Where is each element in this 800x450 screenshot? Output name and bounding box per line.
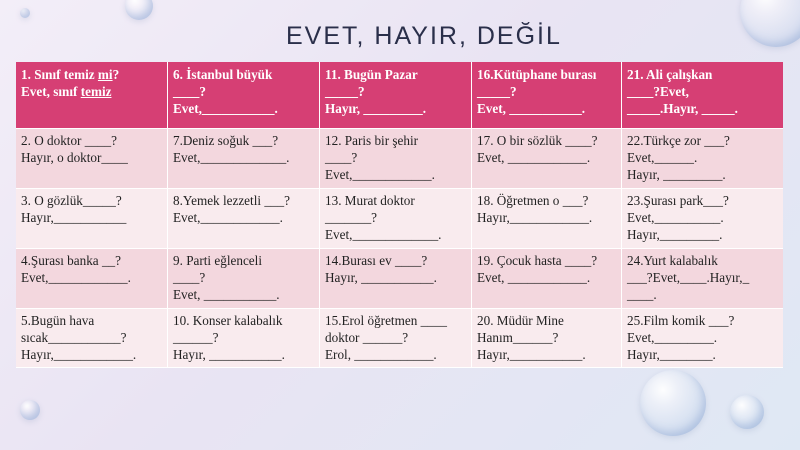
cell-line: ____? [173,83,206,99]
cell-line: 24.Yurt kalabalık [627,253,718,268]
header-cell [168,62,320,129]
exercise-cell [320,309,472,368]
cell-line: 14.Burası ev ____? [325,253,428,268]
header-cell [16,62,168,129]
cell-line: 11. Bugün Pazar [325,67,418,82]
cell-line: Evet,____________. [325,166,435,182]
cell-line: Hayır, _________. [325,100,426,116]
exercise-cell [16,309,168,368]
cell-line: 10. Konser kalabalık [173,313,283,328]
cell-line: 2. O doktor ____? [21,133,117,148]
cell-line: ____. [627,286,657,302]
cell-line: Hanım______? [477,329,559,345]
cell-line: 17. O bir sözlük ____? [477,133,598,148]
cell-line: 4.Şurası banka __? [21,253,121,268]
exercise-cell [16,129,168,189]
exercise-cell [622,129,783,189]
cell-line: 19. Çocuk hasta ____? [477,253,598,268]
water-drop-decoration [730,395,764,429]
cell-line: Hayır,____________. [477,209,593,225]
cell-line: 15.Erol öğretmen ____ [325,313,447,328]
cell-line: ____? [173,269,206,285]
exercise-cell [16,249,168,309]
cell-line: Hayır, _________. [627,166,726,182]
cell-line: Evet, sınıf temiz [21,83,112,99]
cell-line: 5.Bugün hava [21,313,95,328]
underlined-word: mi [97,67,113,82]
cell-line: Evet, ____________. [477,269,591,285]
cell-line: Hayır,_________. [627,226,723,242]
header-cell [472,62,622,129]
cell-line: Hayır,___________ [21,209,127,225]
cell-line: Evet, ____________. [477,149,591,165]
cell-line: Hayır, ___________. [325,269,437,285]
exercise-cell [320,189,472,249]
water-drop-decoration [640,370,706,436]
cell-line: Hayır, o doktor____ [21,149,128,165]
cell-line: Evet,______. [627,149,698,165]
water-drop-decoration [20,8,30,18]
cell-line: 20. Müdür Mine [477,313,564,328]
exercise-cell [472,129,622,189]
cell-line: Evet,_____________. [325,226,442,242]
header-cell [320,62,472,129]
cell-line: 16.Kütüphane burası [477,67,597,82]
exercise-cell [472,309,622,368]
exercise-cell [16,189,168,249]
cell-line: 9. Parti eğlenceli [173,253,262,268]
cell-line: 3. O gözlük_____? [21,193,122,208]
cell-line: 23.Şurası park___? [627,193,729,208]
cell-line: Evet, ___________. [477,100,586,116]
cell-line: Evet,__________. [627,209,724,225]
cell-line: Evet,_________. [627,329,718,345]
cell-line: ____?Evet, [627,83,689,99]
water-drop-decoration [20,400,40,420]
cell-line: Hayır,________. [627,346,716,362]
cell-line: ___?Evet,____.Hayır,_ [627,269,750,285]
cell-line: Hayır, ___________. [173,346,285,362]
cell-line: Evet,____________. [21,269,131,285]
cell-line: Evet,_____________. [173,149,290,165]
exercise-cell [320,129,472,189]
cell-line: 25.Film komik ___? [627,313,735,328]
cell-line: 6. İstanbul büyük [173,67,273,82]
cell-line: 1. Sınıf temiz mi? [21,67,120,82]
cell-line: doktor ______? [325,329,409,345]
exercise-cell [320,249,472,309]
cell-line: 21. Ali çalışkan [627,67,713,82]
cell-line: Evet,____________. [173,209,283,225]
underlined-word: temiz [80,83,112,99]
cell-line: sıcak___________? [21,329,127,345]
cell-line: _____.Hayır, _____. [627,100,738,116]
cell-line: _____? [477,83,517,99]
cell-line: Evet, ___________. [173,286,280,302]
exercise-cell [168,189,320,249]
cell-line: 22.Türkçe zor ___? [627,133,730,148]
cell-line: 7.Deniz soğuk ___? [173,133,279,148]
cell-line: Hayır,____________. [21,346,137,362]
exercise-cell [622,309,783,368]
cell-line: Evet,___________. [173,100,278,116]
cell-line: Hayır,___________. [477,346,586,362]
exercise-cell [168,309,320,368]
cell-line: 13. Murat doktor [325,193,415,208]
cell-line: 12. Paris bir şehir [325,133,419,148]
exercise-table [16,62,783,368]
exercise-cell [472,249,622,309]
exercise-cell [622,189,783,249]
exercise-cell [472,189,622,249]
cell-line: ______? [173,329,219,345]
water-drop-decoration [125,0,153,20]
exercise-cell [622,249,783,309]
cell-line: 18. Öğretmen o ___? [477,193,589,208]
water-drop-decoration [740,0,800,47]
cell-line: 8.Yemek lezzetli ___? [173,193,290,208]
exercise-cell [168,249,320,309]
header-cell [622,62,783,129]
cell-line: Erol, ____________. [325,346,437,362]
cell-line: _______? [325,209,378,225]
exercise-cell [168,129,320,189]
cell-line: ____? [325,149,358,165]
page-title: EVET, HAYIR, DEĞİL [286,22,562,50]
cell-line: _____? [325,83,365,99]
